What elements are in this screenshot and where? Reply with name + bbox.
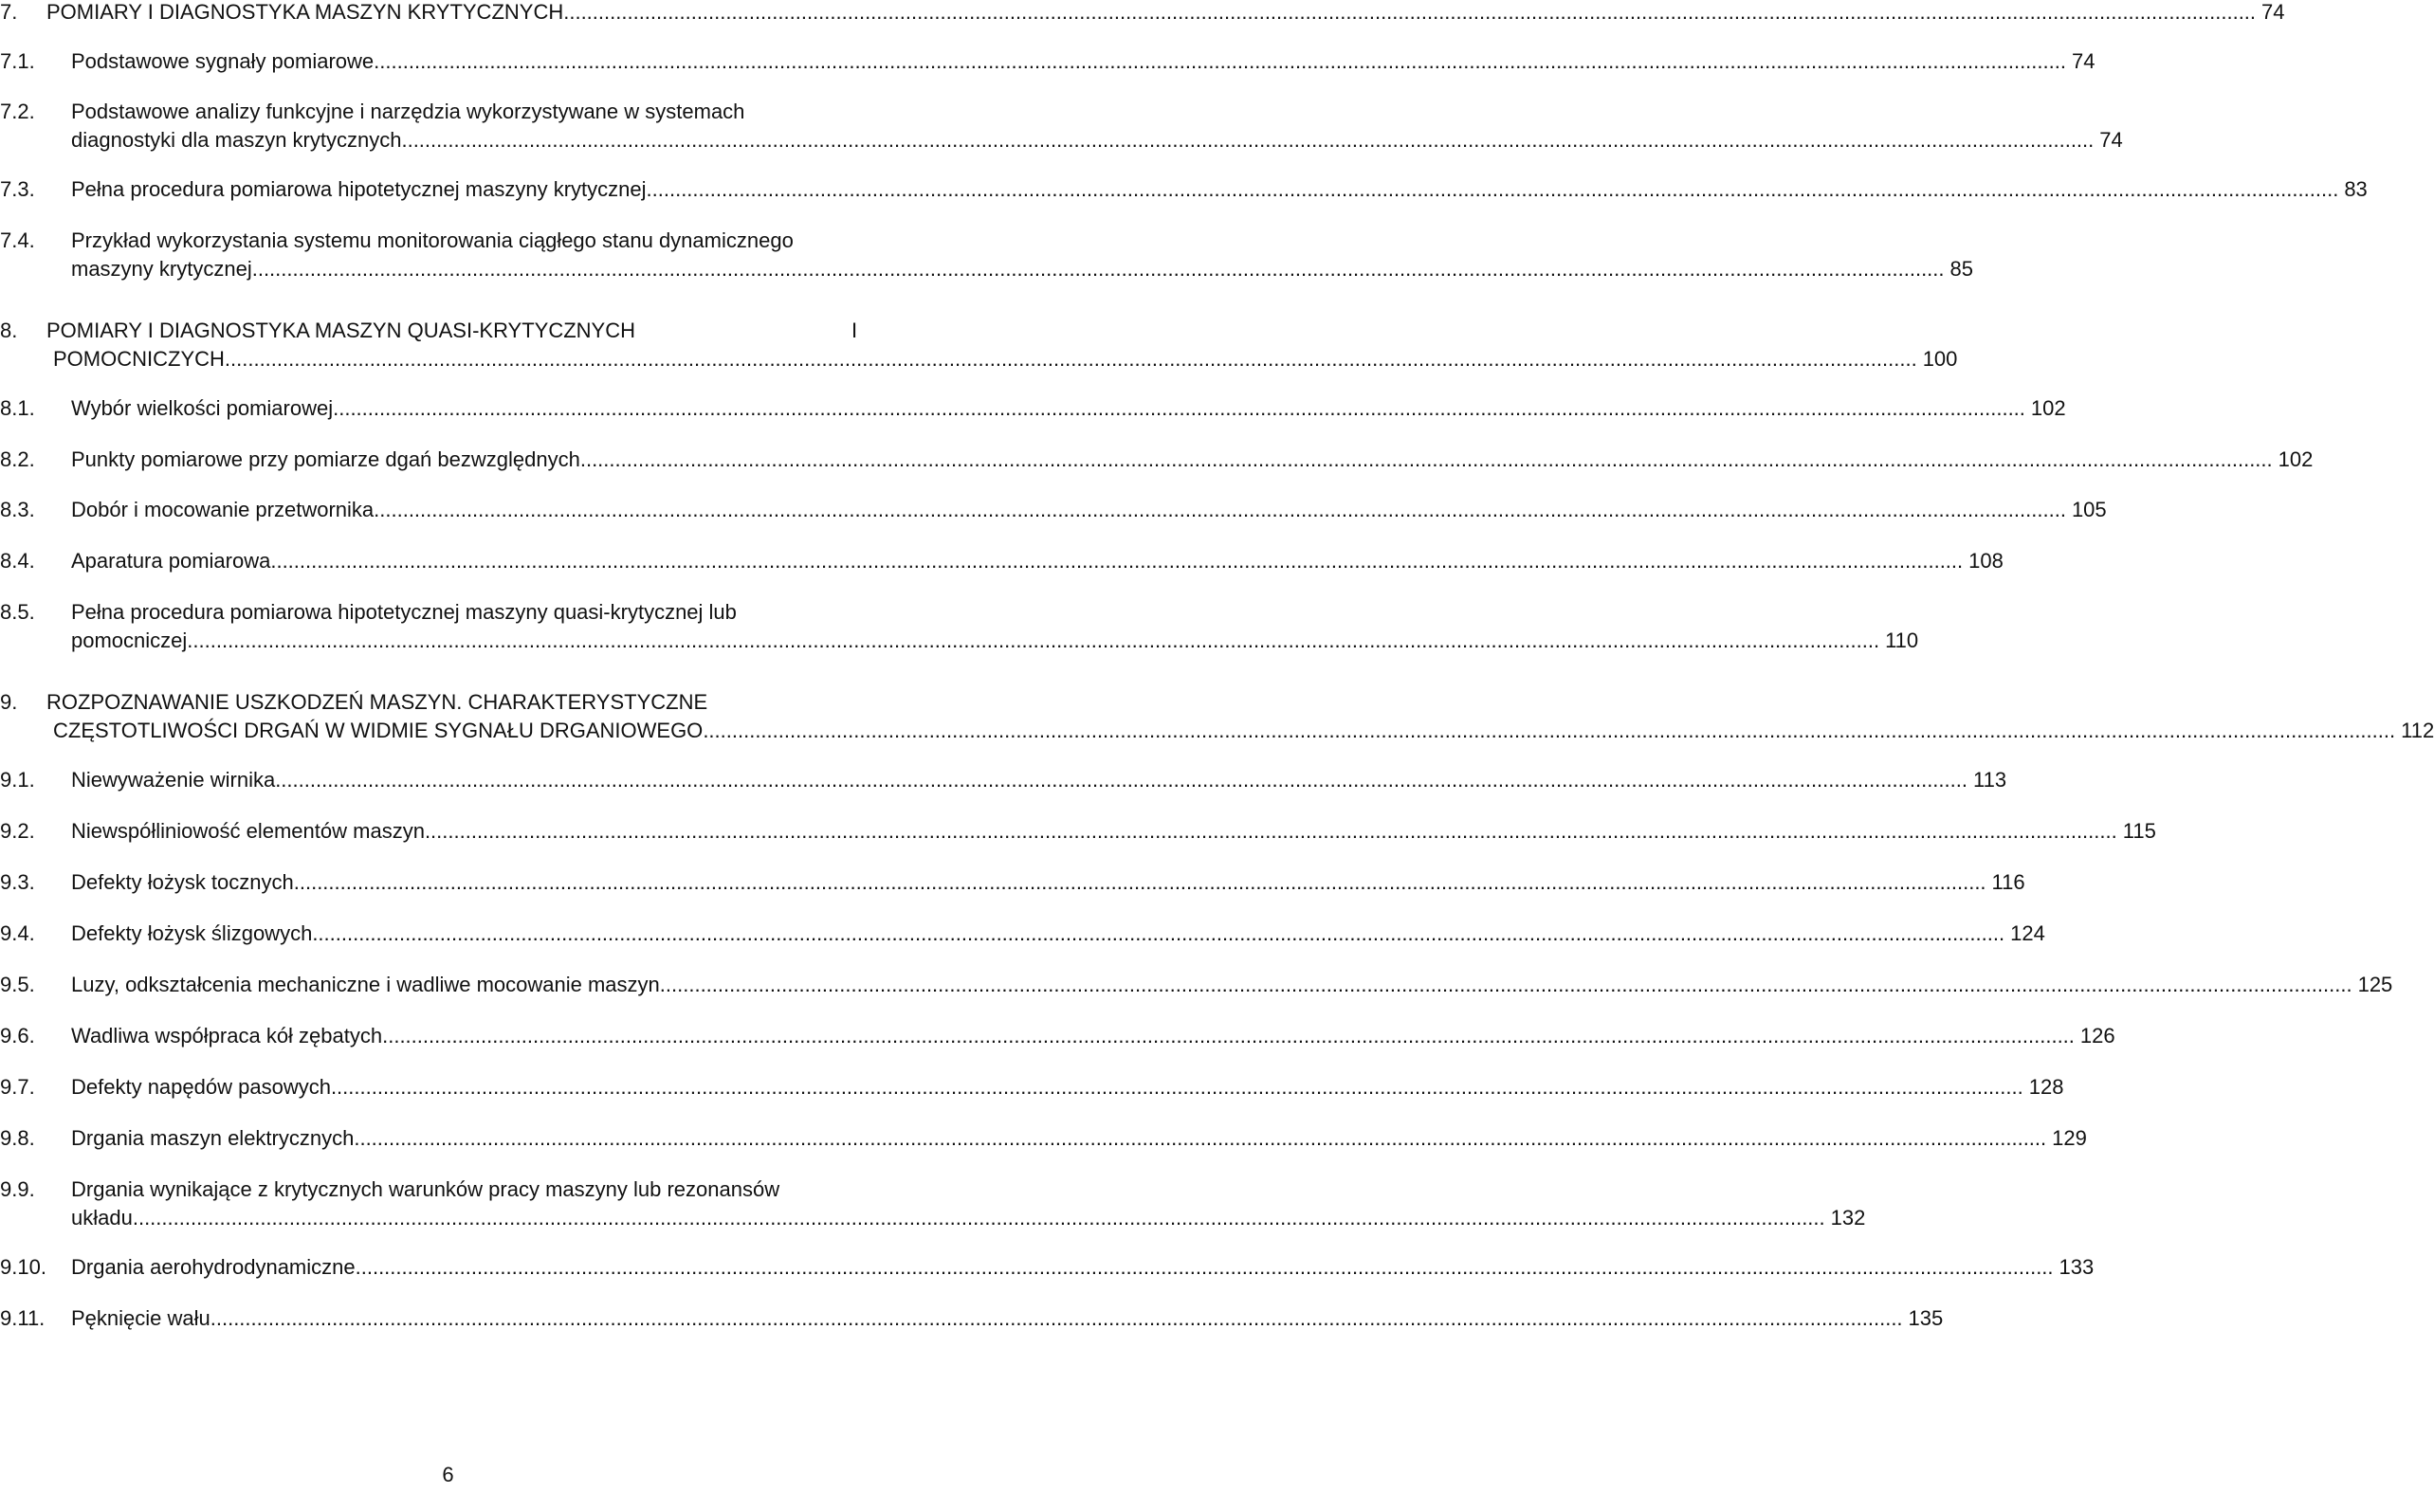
toc-title: Niewspółliniowość elementów maszyn bbox=[71, 819, 425, 843]
toc-page: 113 bbox=[1972, 768, 2007, 792]
toc-entry-7-3 bbox=[0, 175, 2368, 204]
toc-number: 9.7. bbox=[0, 1075, 35, 1099]
toc-entry-9-10 bbox=[0, 1253, 2095, 1282]
toc-entry-7-4 bbox=[0, 227, 1973, 283]
toc-number: 8.2. bbox=[0, 447, 35, 471]
toc-number: 9. bbox=[0, 690, 18, 714]
toc-number: 8.4. bbox=[0, 549, 35, 573]
toc-title-line1: Pełna procedura pomiarowa hipotetycznej maszyny quasi-krytycznej lub bbox=[71, 600, 737, 624]
toc-title: Defekty łożysk tocznych bbox=[71, 870, 294, 894]
toc-leader bbox=[580, 446, 2273, 474]
toc-page: 124 bbox=[2010, 921, 2045, 945]
toc-page: 125 bbox=[2357, 973, 2393, 996]
toc-leader bbox=[270, 547, 1963, 575]
toc-title: Drgania maszyn elektrycznych bbox=[71, 1126, 355, 1150]
toc-title: CZĘSTOTLIWOŚCI DRGAŃ W WIDMIE SYGNAŁU DRGANIOWEGO bbox=[53, 719, 704, 742]
toc-entry-9-1 bbox=[0, 766, 2007, 794]
toc-leader bbox=[333, 394, 2025, 423]
toc-title: Defekty łożysk ślizgowych bbox=[71, 921, 313, 945]
toc-page: 74 bbox=[2071, 49, 2095, 73]
toc-leader bbox=[374, 47, 2066, 76]
toc-title: Pęknięcie wału bbox=[71, 1306, 210, 1330]
toc-page: 85 bbox=[1949, 257, 1973, 281]
toc-entry-8-4 bbox=[0, 547, 2004, 575]
toc-title: Podstawowe sygnały pomiarowe bbox=[71, 49, 375, 73]
toc-page: 108 bbox=[1968, 549, 2004, 573]
toc-entry-9-11 bbox=[0, 1304, 1944, 1333]
toc-page: 74 bbox=[2261, 0, 2285, 24]
toc-title: POMIARY I DIAGNOSTYKA MASZYN KRYTYCZNYCH bbox=[46, 0, 564, 24]
toc-page: 102 bbox=[2278, 447, 2314, 471]
page-number: 6 bbox=[442, 1463, 454, 1486]
toc-title: Wadliwa współpraca kół zębatych bbox=[71, 1024, 383, 1047]
toc-title-line1-tail: I bbox=[851, 319, 858, 342]
toc-title: Aparatura pomiarowa bbox=[71, 549, 271, 573]
toc-number: 9.6. bbox=[0, 1024, 35, 1047]
toc-title: diagnostyki dla maszyn krytycznych bbox=[71, 128, 402, 152]
toc-title: Punkty pomiarowe przy pomiarze dgań bezwzględnych bbox=[71, 447, 580, 471]
toc-number: 9.3. bbox=[0, 870, 35, 894]
toc-page: 83 bbox=[2344, 177, 2368, 201]
toc-leader bbox=[703, 717, 2395, 745]
toc-page: 105 bbox=[2071, 498, 2107, 521]
toc-leader bbox=[275, 766, 1967, 794]
toc-entry-9-3 bbox=[0, 868, 2025, 897]
toc-page: 100 bbox=[1922, 347, 1958, 371]
toc-leader bbox=[252, 255, 1945, 283]
toc-page: 110 bbox=[1885, 628, 1919, 652]
toc-entry-9 bbox=[0, 688, 2434, 745]
toc-number: 9.4. bbox=[0, 921, 35, 945]
toc-entry-9-9 bbox=[0, 1175, 1866, 1232]
toc-entry-7-1 bbox=[0, 47, 2095, 76]
toc-number: 7. bbox=[0, 0, 18, 24]
toc-number: 8.3. bbox=[0, 498, 35, 521]
toc-leader bbox=[374, 496, 2066, 524]
toc-leader bbox=[382, 1022, 2075, 1050]
toc-leader bbox=[647, 175, 2339, 204]
toc-number: 8.5. bbox=[0, 600, 35, 624]
toc-entry-9-2 bbox=[0, 817, 2156, 846]
toc-entry-9-6 bbox=[0, 1022, 2115, 1050]
toc-leader bbox=[312, 920, 2004, 948]
toc-entry-7-2 bbox=[0, 98, 2123, 155]
toc-leader bbox=[187, 627, 1879, 655]
toc-leader bbox=[354, 1124, 2046, 1153]
toc-entry-8 bbox=[0, 317, 1958, 373]
toc-entry-8-5 bbox=[0, 598, 1919, 655]
toc-leader bbox=[225, 345, 1917, 373]
toc-number: 8.1. bbox=[0, 396, 35, 420]
toc-title: Niewyważenie wirnika bbox=[71, 768, 276, 792]
toc-number: 9.8. bbox=[0, 1126, 35, 1150]
toc-title-line1: Przykład wykorzystania systemu monitorowania ciągłego stanu dynamicznego bbox=[71, 228, 794, 252]
toc-entry-8-2 bbox=[0, 446, 2314, 474]
toc-title: układu bbox=[71, 1206, 133, 1230]
toc-page: 128 bbox=[2028, 1075, 2064, 1099]
toc-entry-9-7 bbox=[0, 1073, 2064, 1102]
toc-entry-8-1 bbox=[0, 394, 2066, 423]
toc-number: 7.1. bbox=[0, 49, 35, 73]
toc-page: 126 bbox=[2079, 1024, 2115, 1047]
toc-leader bbox=[210, 1304, 1903, 1333]
toc-leader bbox=[563, 0, 2256, 27]
toc-title: pomocniczej bbox=[71, 628, 188, 652]
toc-number: 8. bbox=[0, 319, 18, 342]
toc-title: maszyny krytycznej bbox=[71, 257, 252, 281]
toc-number: 9.10. bbox=[0, 1255, 46, 1279]
toc-entry-9-5 bbox=[0, 971, 2393, 999]
toc-leader bbox=[361, 1253, 2054, 1282]
toc-leader bbox=[401, 126, 2094, 155]
toc-entry-7 bbox=[0, 0, 2285, 27]
toc-page: 112 bbox=[2401, 719, 2434, 742]
toc-entry-9-8 bbox=[0, 1124, 2087, 1153]
toc-page: 133 bbox=[2059, 1255, 2095, 1279]
toc-page: 115 bbox=[2122, 819, 2156, 843]
toc-leader bbox=[425, 817, 2117, 846]
toc-number: 9.2. bbox=[0, 819, 35, 843]
toc-number: 9.5. bbox=[0, 973, 35, 996]
toc-title: POMOCNICZYCH bbox=[53, 347, 225, 371]
toc-title: Drgania aerohydrodynamiczne. bbox=[71, 1255, 361, 1279]
toc-leader bbox=[294, 868, 1986, 897]
toc-leader bbox=[660, 971, 2352, 999]
toc-title-line1: Podstawowe analizy funkcyjne i narzędzia wykorzystywane w systemach bbox=[71, 100, 745, 123]
toc-title-line1: ROZPOZNAWANIE USZKODZEŃ MASZYN. CHARAKTERYSTYCZNE bbox=[46, 690, 708, 714]
toc-title-line1: Drgania wynikające z krytycznych warunków pracy maszyny lub rezonansów bbox=[71, 1177, 780, 1201]
toc-entry-8-3 bbox=[0, 496, 2107, 524]
toc-title-line1: POMIARY I DIAGNOSTYKA MASZYN QUASI-KRYTYCZNYCH bbox=[46, 319, 636, 342]
toc-number: 9.9. bbox=[0, 1177, 35, 1201]
toc-page: 74 bbox=[2099, 128, 2123, 152]
toc-leader bbox=[331, 1073, 2023, 1102]
toc-page: 132 bbox=[1830, 1206, 1866, 1230]
toc-title: Pełna procedura pomiarowa hipotetycznej maszyny krytycznej bbox=[71, 177, 647, 201]
toc-number: 7.3. bbox=[0, 177, 35, 201]
toc-page: 116 bbox=[1991, 870, 2025, 894]
toc-title: Defekty napędów pasowych bbox=[71, 1075, 331, 1099]
toc-page: 129 bbox=[2052, 1126, 2087, 1150]
toc-number: 7.2. bbox=[0, 100, 35, 123]
toc-leader bbox=[133, 1204, 1825, 1232]
toc-title: Wybór wielkości pomiarowej bbox=[71, 396, 334, 420]
toc-number: 9.1. bbox=[0, 768, 35, 792]
toc-page: 102 bbox=[2030, 396, 2066, 420]
toc-number: 9.11. bbox=[0, 1306, 46, 1330]
toc-page: 135 bbox=[1908, 1306, 1944, 1330]
toc-title: Dobór i mocowanie przetwornika bbox=[71, 498, 375, 521]
toc-entry-9-4 bbox=[0, 920, 2045, 948]
toc-number: 7.4. bbox=[0, 228, 35, 252]
toc-title: Luzy, odkształcenia mechaniczne i wadliwe mocowanie maszyn bbox=[71, 973, 660, 996]
